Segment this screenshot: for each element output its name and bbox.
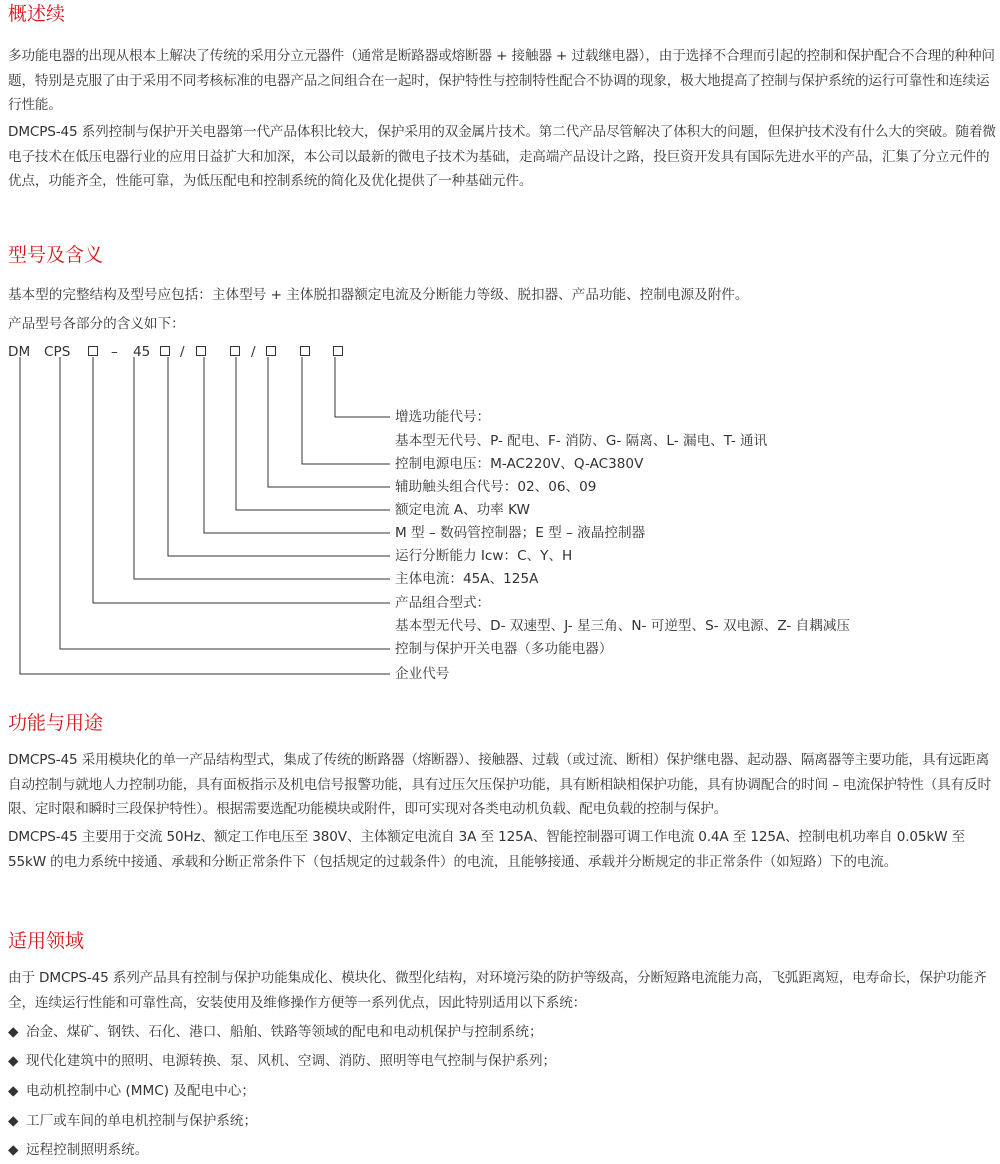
model-code-row <box>8 341 388 363</box>
connector-line-aux-contact <box>268 357 390 487</box>
overview-paragraph-1: 多功能电器的出现从根本上解决了传统的采用分立元器件（通常是断路器或熔断器 + 接触器 + 过载继电器），由于选择不合理而引起的控制和保护配合不合理的种种问题，特别是克服了由于采用不同考核标准的电器产品之间组合在一起时，保护特性与控制特性配合不协调的现象，极大地提高了控制与保护系统的运行可靠性和连续运行性能。 <box>8 48 995 113</box>
model-desc-controller-type: M 型 – 数码管控制器；E 型 – 液晶控制器 <box>395 525 646 541</box>
list-item <box>8 1021 543 1043</box>
model-desc-extra-function: 增选功能代号： <box>395 409 491 425</box>
model-parts-line: 产品型号各部分的含义如下： <box>8 316 185 332</box>
diamond-bullet-icon: ◆ <box>8 1083 19 1099</box>
model-desc-breaking-capacity: 运行分断能力 Icw：C、Y、H <box>395 548 573 564</box>
diamond-bullet-icon: ◆ <box>8 1142 19 1158</box>
model-desc-enterprise: 企业代号 <box>395 666 450 682</box>
diamond-bullet-icon: ◆ <box>8 1113 19 1129</box>
model-code-dm: DM <box>8 344 31 360</box>
model-desc-combination-options: 基本型无代号、D- 双速型、J- 星三角、N- 可逆型、S- 双电源、Z- 自耦减压 <box>395 618 851 634</box>
function-paragraph-1: DMCPS-45 采用模块化的单一产品结构型式，集成了传统的断路器（熔断器）、接触器、过载（或过流、断相）保护继电器、起动器、隔离器等主要功能，具有远距离自动控制与就地人力控制功能，具有面板指示及机电信号报警功能，具有过压欠压保护功能，具有断相缺相保护功能，具有协调配合的时间 – 电流保护特性（具有反时限、定时限和瞬时三段保护特性）。根据需要选配功能模块或附件，即可实现对各类电动机负载、配电负载的控制与保护。 <box>8 752 991 817</box>
model-desc-rated-current: 额定电流 A、功率 KW <box>395 502 530 518</box>
diamond-bullet-icon: ◆ <box>8 1024 19 1040</box>
model-desc-aux-contact: 辅助触头组合代号：02、06、09 <box>395 479 597 495</box>
diamond-bullet-icon: ◆ <box>8 1053 19 1069</box>
list-item-text: 现代化建筑中的照明、电源转换、泵、风机、空调、消防、照明等电气控制与保护系列； <box>26 1053 557 1069</box>
model-code-box-1 <box>88 346 98 356</box>
model-code-num: 45 <box>133 344 151 360</box>
connector-line-combination <box>93 357 390 603</box>
connector-line-controller-type <box>204 357 390 533</box>
model-code-box-3 <box>196 346 206 356</box>
list-item <box>8 1080 255 1102</box>
model-intro-line: 基本型的完整结构及型号应包括：主体型号 + 主体脱扣器额定电流及分断能力等级、脱扣器、产品功能、控制电源及附件。 <box>8 287 749 303</box>
function-paragraph-2: DMCPS-45 主要用于交流 50Hz、额定工作电压至 380V、主体额定电流自 3A 至 125A、智能控制器可调工作电流 0.4A 至 125A、控制电机功率自 0.05kW 至 55kW 的电力系统中接通、承载和分断正常条件下（包括规定的过载条件）的电流，且能够接通、承载并分断规定的非正常条件（如短路）下的电流。 <box>8 829 966 870</box>
model-desc-control-voltage: 控制电源电压：M-AC220V、Q-AC380V <box>395 456 644 472</box>
list-item <box>8 1139 148 1161</box>
model-code-dash: – <box>111 344 118 360</box>
model-desc-combination: 产品组合型式： <box>395 595 491 611</box>
section-title-function: 功能与用途 <box>8 712 104 734</box>
section-title-overview: 概述续 <box>8 3 66 25</box>
list-item <box>8 1110 257 1132</box>
list-item-text: 电动机控制中心 (MMC) 及配电中心； <box>26 1083 255 1099</box>
model-code-box-5 <box>266 346 276 356</box>
section-title-application: 适用领域 <box>8 930 85 952</box>
model-code-slash-2: / <box>251 344 256 360</box>
model-code-slash-1: / <box>180 344 185 360</box>
section-title-model: 型号及含义 <box>8 244 104 266</box>
connector-line-enterprise <box>20 357 390 674</box>
model-desc-product-name: 控制与保护开关电器（多功能电器） <box>395 641 613 657</box>
connector-line-main-current <box>134 357 390 579</box>
model-code-box-6 <box>300 346 310 356</box>
overview-paragraph-2: DMCPS-45 系列控制与保护开关电器第一代产品体积比较大，保护采用的双金属片技术。第二代产品尽管解决了体积大的问题，但保护技术没有什么大的突破。随着微电子技术在低压电器行业的应用日益扩大和加深，本公司以最新的微电子技术为基础，走高端产品设计之路，投巨资开发具有国际先进水平的产品，汇集了分立元件的优点，功能齐全，性能可靠，为低压配电和控制系统的简化及优化提供了一种基础元件。 <box>8 124 996 189</box>
connector-line-control-voltage <box>302 357 390 464</box>
list-item-text: 工厂或车间的单电机控制与保护系统； <box>26 1113 258 1129</box>
list-item-text: 冶金、煤矿、钢铁、石化、港口、船舶、铁路等领域的配电和电动机保护与控制系统； <box>26 1024 543 1040</box>
model-code-box-4 <box>230 346 240 356</box>
connector-line-product-name <box>60 357 390 649</box>
model-code-cps: CPS <box>44 344 71 360</box>
connector-line-breaking-capacity <box>168 357 390 556</box>
model-code-box-7 <box>333 346 343 356</box>
application-paragraph: 由于 DMCPS-45 系列产品具有控制与保护功能集成化、模块化、微型化结构，对环境污染的防护等级高，分断短路电流能力高，飞弧距离短，电寿命长，保护功能齐全，连续运行性能和可靠性高，安装使用及维修操作方便等一系列优点，因此特别适用以下系统： <box>8 970 987 1011</box>
list-item-text: 远程控制照明系统。 <box>26 1142 149 1158</box>
model-code-box-2 <box>160 346 170 356</box>
connector-line-extra-function <box>335 357 390 417</box>
list-item <box>8 1050 556 1072</box>
model-desc-extra-function-options: 基本型无代号、P- 配电、F- 消防、G- 隔离、L- 漏电、T- 通讯 <box>395 433 768 449</box>
connector-line-rated-current <box>236 357 390 510</box>
model-desc-main-current: 主体电流：45A、125A <box>395 571 539 587</box>
